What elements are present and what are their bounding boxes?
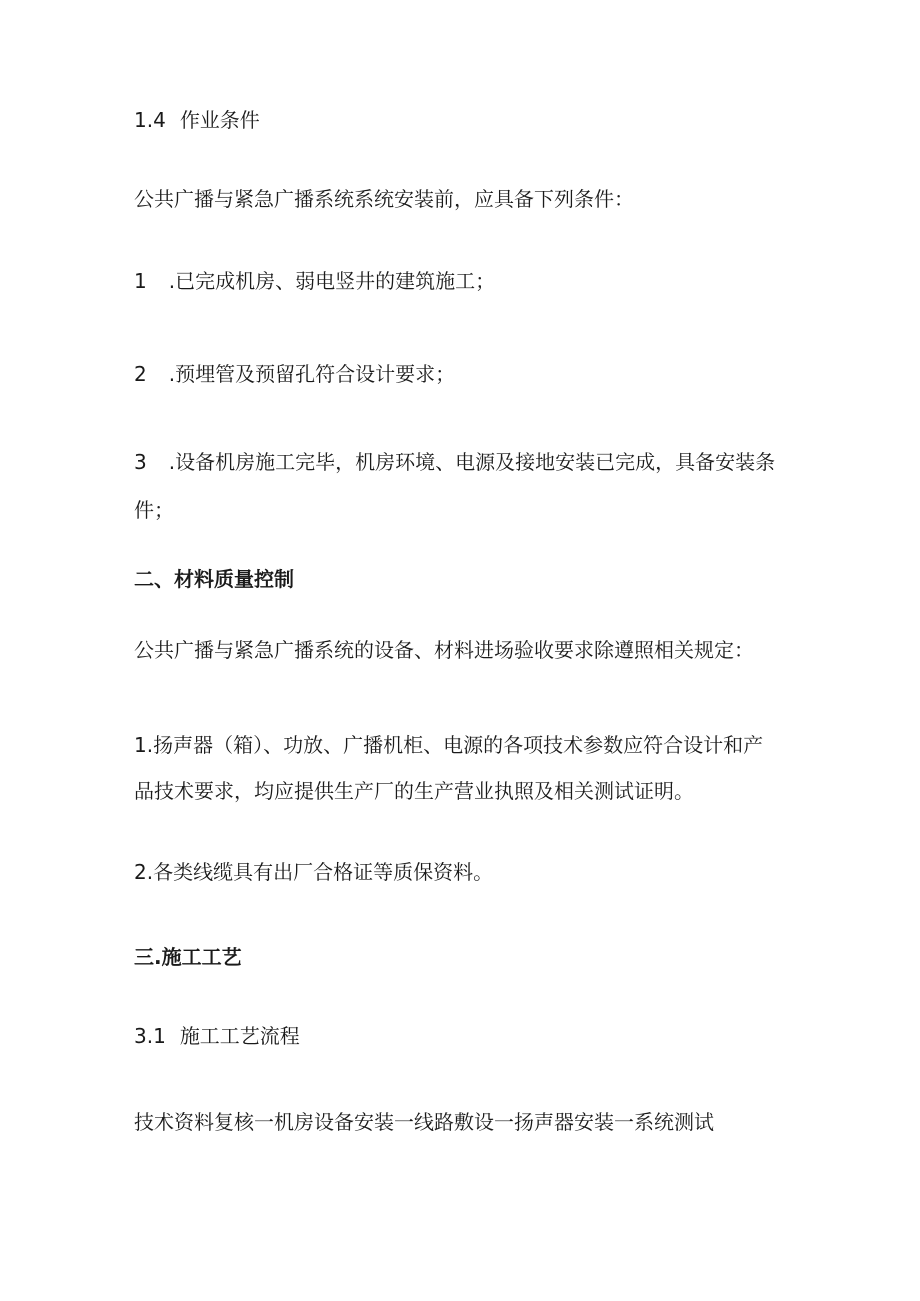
condition-item-2	[134, 360, 794, 388]
condition-text: .预埋管及预留孔符合设计要求；	[168, 362, 456, 386]
material-item-1-line-1: 1.扬声器（箱）、功放、广播机柜、电源的各项技术参数应符合设计和产	[134, 733, 764, 757]
process-flow-text: 技术资料复核一机房设备安装一线路敷设一扬声器安装一系统测试	[134, 1110, 714, 1134]
section-3-heading: 三.施工工艺	[134, 945, 242, 969]
section-number: 1.4	[134, 108, 166, 132]
condition-number: 1	[134, 269, 147, 293]
condition-number: 2	[134, 362, 147, 386]
material-item-1-line-2: 品技术要求，均应提供生产厂的生产营业执照及相关测试证明。	[134, 779, 694, 803]
section-number: 3.1	[134, 1024, 166, 1048]
condition-item-1	[134, 267, 794, 295]
condition-text: .已完成机房、弱电竖井的建筑施工；	[168, 269, 496, 293]
condition-item-3-continuation: 件；	[134, 498, 174, 522]
intro-conditions-paragraph: 公共广播与紧急广播系统系统安装前，应具备下列条件：	[134, 187, 634, 211]
section-title: 作业条件	[179, 108, 260, 132]
condition-text: .设备机房施工完毕，机房环境、电源及接地安装已完成，具备安装条	[168, 450, 776, 474]
condition-item-3	[134, 448, 794, 476]
intro-materials-paragraph: 公共广播与紧急广播系统的设备、材料进场验收要求除遵照相关规定：	[134, 638, 754, 662]
material-item-2: 2.各类线缆具有出厂合格证等质保资料。	[134, 860, 494, 884]
section-1-4-heading	[134, 106, 794, 134]
section-2-heading: 二、材料质量控制	[134, 567, 294, 591]
section-3-1-heading	[134, 1022, 794, 1050]
section-title: 施工工艺流程	[179, 1024, 300, 1048]
condition-number: 3	[134, 450, 147, 474]
